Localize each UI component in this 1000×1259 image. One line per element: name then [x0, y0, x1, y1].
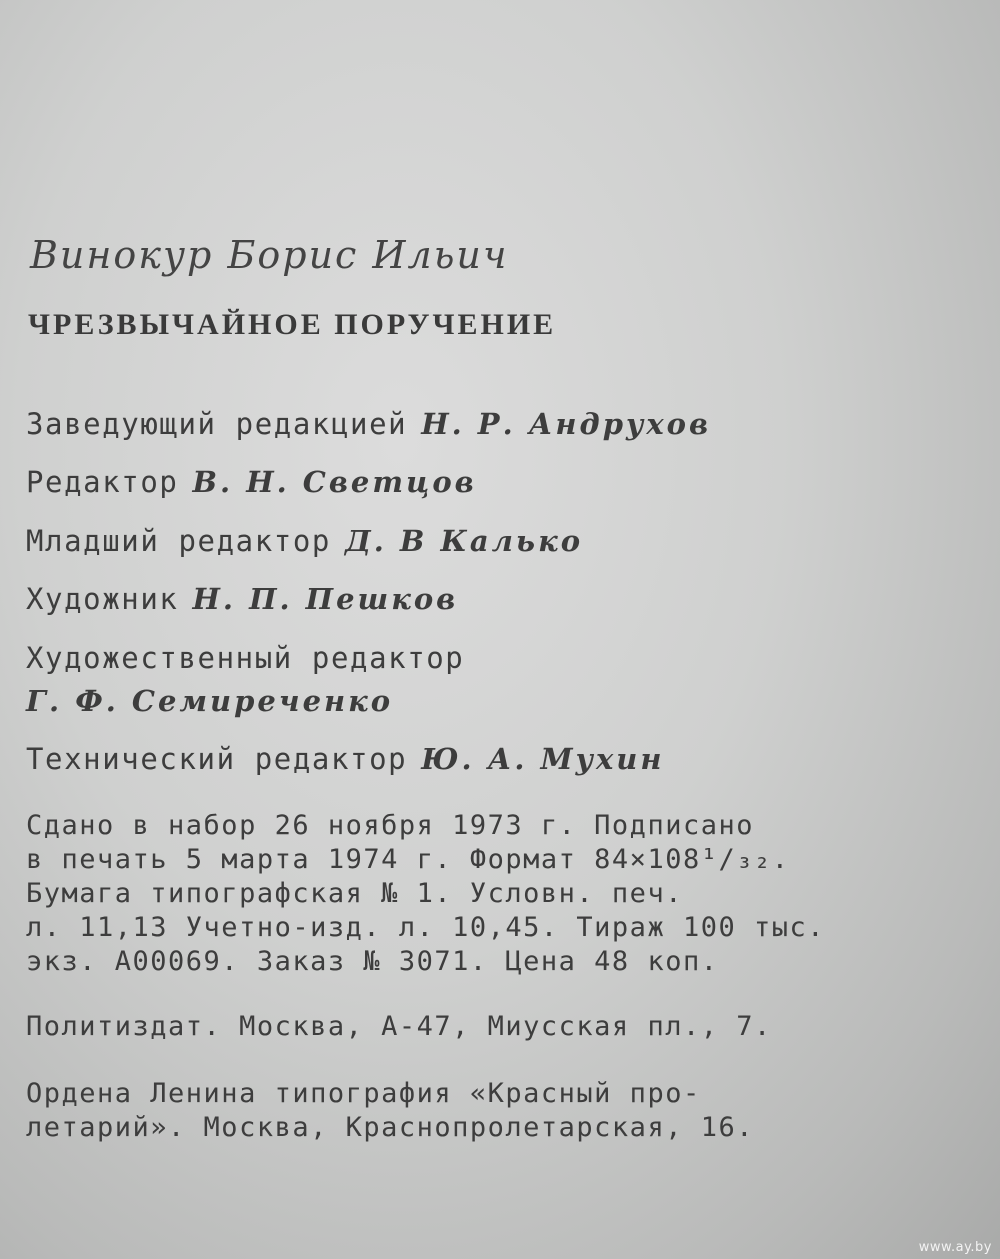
credit-editor-in-chief	[26, 407, 712, 441]
credit-role: Художественный редактор	[26, 641, 465, 675]
imprint-line: л. 11,13 Учетно-изд. л. 10,45. Тираж 100 тыс.	[26, 912, 825, 943]
publisher-address: Политиздат. Москва, А-47, Миусская пл., 7.	[26, 1011, 772, 1042]
credit-role: Технический редактор	[26, 742, 408, 776]
imprint-line: Бумага типографская № 1. Условн. печ.	[26, 878, 683, 909]
printer-line: летарий». Москва, Краснопролетарская, 16.	[26, 1112, 754, 1143]
credit-role: Младший редактор	[26, 524, 331, 558]
imprint-line: Сдано в набор 26 ноября 1973 г. Подписано	[26, 810, 754, 841]
author-name: Винокур Борис Ильич	[30, 233, 509, 277]
credit-art-editor-name-line	[26, 684, 394, 718]
credit-name: Н. П. Пешков	[192, 582, 459, 616]
credit-role: Художник	[26, 582, 179, 616]
credit-artist	[26, 582, 459, 616]
credit-name: В. Н. Светцов	[192, 465, 477, 499]
credit-name: Ю. А. Мухин	[421, 742, 665, 776]
site-watermark: www.ay.by	[918, 1240, 992, 1255]
printer-line: Ордена Ленина типография «Красный про-	[26, 1078, 701, 1109]
credit-role: Редактор	[26, 465, 179, 499]
credit-editor	[26, 465, 477, 499]
imprint-line: экз. А00069. Заказ № 3071. Цена 48 коп.	[26, 946, 719, 977]
credit-name: Н. Р. Андрухов	[421, 407, 712, 441]
credit-technical-editor	[26, 742, 665, 776]
imprint-line: в печать 5 марта 1974 г. Формат 84×108¹/₃₂.	[26, 844, 790, 875]
credit-name: Д. В Калько	[344, 524, 584, 558]
credit-junior-editor	[26, 524, 584, 558]
book-title: ЧРЕЗВЫЧАЙНОЕ ПОРУЧЕНИЕ	[28, 308, 557, 341]
credit-role: Заведующий редакцией	[26, 407, 408, 441]
credit-art-editor	[26, 641, 465, 675]
credit-name: Г. Ф. Семиреченко	[26, 684, 394, 718]
